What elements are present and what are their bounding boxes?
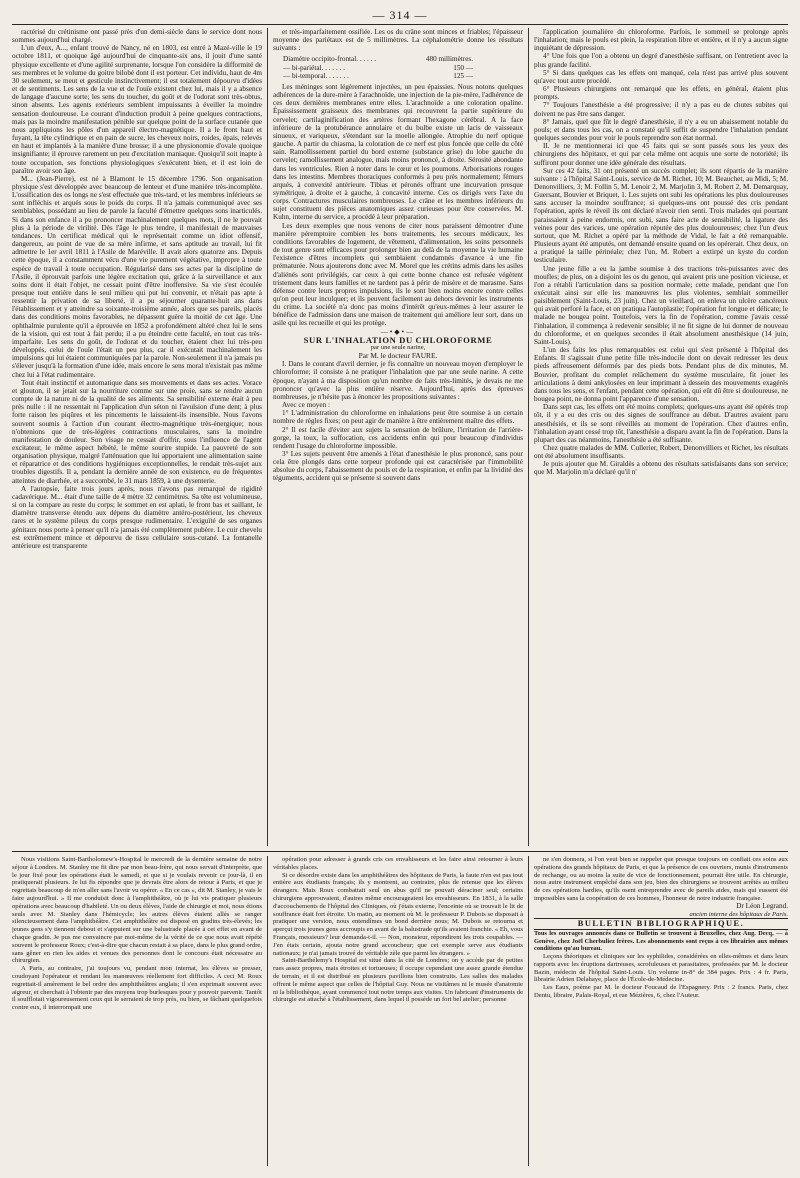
bibliography-entry: Les Eaux, poème par M. le docteur Foucaud de l'Espagnery. Prix : 2 francs. Paris, chez Dentu, libraire, Palais-Royal, et rue Mézières, 6, chez l'Auteur. xyxy=(534,984,788,999)
paragraph: 6° Plusieurs chirurgiens ont remarqué que les effets, en général, étaient plus prompts. xyxy=(534,85,788,102)
paragraph: A l'autopsie, faite trois jours après, nous n'avons pas remarqué de rigidité cadavérique. M... était d'une taille de 4 mètre 32 centimètres. Sa tête est volumineuse, si on la compare au reste du corps; le sommet en est aplati, le front bas et saillant, le diamètre transverse étendu aux dépens du diamètre antéro-postérieur, les cheveux rares et le système pileux du corps presque rudimentaire. L'exiguïté de ses organes génitaux nous porte à penser qu'il n'a jamais été complètement pubère. Le cuir chevelu est extrêmement mince et dépourvu de tissu cellulaire sous-cutané. La fontanelle antérieure est transparente xyxy=(12,484,262,550)
column-divider xyxy=(528,856,529,1166)
paragraph: 4° Une fois que l'on a obtenu un degré d'anesthésie suffisant, on l'entretient avec la plus grande facilité. xyxy=(534,52,788,69)
paragraph: L'un d'eux, A..., enfant trouvé de Nancy, né en 1803, est entré à Mazé-ville le 19 octobre 1811, et quoique âgé aujourd'hui de cinquante-six ans, il jouit d'une santé physique excellente et d'une agilité surprenante, lorsque l'on considère la difformité de ses membres et le volume du goitre bilobé dont il est porteur. Cet individu, haut de 4m 30 seulement, se meut et gesticule instinctivement; il est totalement dépourvu d'idées et de sentiments. Les sens de la vue et de l'ouïe existent chez lui, mais il y a absence de langage d'aucune sorte; les sens du toucher, du goût et de l'odorat sont très-obtus, sinon absents. Les agents extérieurs semblent impuissants à éveiller la moindre sensation douloureuse. Le courant d'induction produit à peine quelques contractions, mais pas la moindre manifestation pénible sur quelque point de la surface cutanée que nous appliquions les pôles d'un appareil électro-magnétique. Il a le front haut et fuyant, la tête cylindrique et en pain de sucre, les cheveux noirs, roides, épais, relevés en haut et implantés à la manière d'une brosse; il a une physionomie d'ovale quoique insignifiante; il éprouve rarement un peu d'excitation maniaque. Quoiqu'il soit inapte à toute occupation, ses fonctions physiologiques s'exécutent bien, et il est loin de paraître avoir son âge. xyxy=(12,44,262,175)
table-value: 150 — xyxy=(453,63,473,72)
paragraph: 5° Si dans quelques cas les effets ont manqué, cela n'est pas arrivé plus souvent qu'avec tout autre procédé. xyxy=(534,68,788,85)
paragraph: M... (Jean-Pierre), est né à Blamont le 15 décembre 1796. Son organisation physique s'est développée avec beaucoup de lenteur et d'une manière très-incomplète. L'ossification des os longs ne s'est effectuée que très-tard, et les membres inférieurs se sont infléchis et arqués sous le poids du corps. Il n'a jamais communiqué avec ses semblables, possédant au lieu de parole la faculté d'émettre quelques sons inarticulés. Si dans son enfance il a pu prononcer machinalement quelques mots, il ne le pouvait plus à la période de virilité. Dès l'âge le plus tendre, il manifestait de mauvaises tendances. Un certificat médical qui le représentait comme un idiot offensif, dangereux, au point de vue de sa mère infirme, et sans aptitude au travail, lui fit admettre le 1er avril 1811 à l'Asile de Maréville. Il avait alors quatorze ans. Depuis cette époque, il a constamment vécu d'une vie purement végétative, impropre à toute espèce de travail à toute occupation. Régularisé dans ses actes par la discipline de l'Asile, il éprouvait parfois une légère excitation qui, grâce à la surveillance et aux soins dont il était l'objet, ne cessait point d'être inoffensive. Sa vie s'est écoulée presque tout entière dans le seul milieu qui put lui convenir, et n'était pas apte à ressentir la privation de sa liberté, il a pu séjourner quarante-huit ans dans l'établissement et y atteindre sa soixante-troisième année, alors que ses pareils, placés dans des conditions moins favorables, ne dépassent guère la moitié de cet âge. Une ophthalmie purulente qu'il a éprouvée en 1852 a profondément altéré chez lui le sens de la vision, qui est tout à fait perdu; il a pu éteindre cette faculté, en tout cas très-imparfaite. Les sens du goût, de l'odorat et du toucher, étaient chez lui très-peu développés, celui de l'ouïe l'était un peu plus, car il exécutait machinalement les impulsions qui lui étaient communiquées par la parole. Non-seulement il n'a jamais pu s'élever jusqu'à la formation d'une idée, mais encore le sens moral n'existait pas même chez lui à l'état rudimentaire. xyxy=(12,174,262,379)
paragraph: 8° Jamais, quel que fût le degré d'anesthésie, il n'y a eu un abaissement notable du pouls; et dans tous les cas, on a constaté qu'il suffit de suspendre l'inhalation pendant quelques secondes pour voir le pouls reprendre son état normal. xyxy=(534,117,788,143)
column-divider xyxy=(267,28,268,846)
bottom-column-3 xyxy=(534,856,788,1166)
paragraph: Dans sept cas, les effets ont été moins complets; quelques-uns ayant été opérés trop tôt, il y a eu des cris ou des signes de souffrance au début. D'autres avaient paru anesthésiés, et ils se sont réveillés au moment de l'opération. Chez d'autres enfin, l'inhalation ayant cessé trop tôt, l'anesthésie a disparu avant la fin de l'opération. Dans la plupart des cas néanmoins, l'anesthésie a été suffisante. xyxy=(534,403,788,444)
paragraph: Tout était instinctif et automatique dans ses mouvements et dans ses actes. Vorace et glouton, il se jetait sur la nourriture comme sur une proie, sans se rendre aucun compte de la nature ni de la qualité de ses aliments. Sa sensibilité externe était à peu près nulle : il ne ressentait ni l'application d'un séton ni l'avulsion d'une dent; à plus forte raison les piqûres et les pincements le laissaient-ils insensible. Nous l'avons souvent soumis à l'action d'un courant électro-magnétique très-énergique; nous n'obtenions que de très-légères contractions musculaires, sans la moindre manifestation de douleur. Son visage ne cessait d'offrir, sous l'influence de l'agent excitateur, le même aspect hébété, le même sourire stupide. La pauvreté de son organisation physique, malgré l'atténuation que lui apportaient une alimentation saine et réparatrice et des conditions hygiéniques exceptionnelles, le rendait très-sujet aux troubles digestifs. Il a, pendant la dernière année de son existence, eu de fréquentes atteintes de diarrhée, et a succombé, le 31 mars 1859, à une dysenterie. xyxy=(12,378,262,485)
table-label: Diamètre occipito-frontal. . . . . . xyxy=(283,55,377,64)
paragraph: Sur ces 42 faits, 31 ont présenté un succès complet; ils sont répartis de la manière suivante : à l'hôpital Saint-Louis, service de M. Richet, 10; M. Beauchet, au Midi, 5; M. Denonvilliers, 3; M. Follin 5, M. Lenoir 2, M. Marjolin 3, M. Robert 2, M. Demarquay, Guersant, Bouvier et Briquet, 1. Les sujets ont subi les opérations les plus douloureuses sans accuser la moindre souffrance; si quelques-uns ont poussé des cris pendant l'opération, après le réveil ils ont déclaré n'avoir rien senti. Trois malades qui pourtant paraissaient à peine endormis, ont subi, sans faire acte de sensibilité, la ligature des veines pour des varices, une opération réputée des plus douloureuses; chez l'un d'eux surtout, que M. Richet a opéré par la méthode de Vidal, le fait a été remarquable. Plusieurs ayant été amputés, ont demandé ensuite quand on les opérerait. Chez deux, on a pratiqué la taille périnéale; chez l'un, M. Robert a extirpé un kyste du cordon testiculaire. xyxy=(534,166,788,265)
paragraph: Si ce désordre existe dans les amphithéâtres des hôpitaux de Paris, la faute n'en est pas tout entière aux étudiants français; ils y montrent, au contraire, plus de retenue que les élèves étrangers. Mais Roux combattait seul un abus qu'il ne pouvait déraciner seul; certains chirurgiens approuvaient, d'autres même encourageaient les envahisseurs. En 1831, à la salle d'accouchements de l'hôpital des Cliniques, où j'étais externe, l'enceinte où se trouvait le lit de souffrance était fort étroite. Un matin, au moment où M. le professeur P. Dubois se disposait à pratiquer une version, nous entendîmes un bond derrière nous; M. Dubois se retourna et aperçut trois jeunes gens accroupis en avant de la balustrade qu'ils avaient franchie. « Eh, vous Français, messieurs? leur demanda-t-il. — Non, monsieur, répondirent les trois coupables. — J'en étais certain, ajouta notre grand accoucheur; que cet exemple serve aux étudiants nationaux; je n'ai jamais trouvé de véritable zèle que parmi les étrangers. » xyxy=(273,871,523,957)
ornament-divider: —•◆•— xyxy=(380,327,416,336)
bulletin-notice: Tous les ouvrages annoncés dans ce Bulletin se trouvent à Bruxelles, chez Aug. Decq, — à Genève, chez Joël Cherbuliez frères. Les abonnements sont reçus à ces librairies aux mêmes conditions qu'au bureau. xyxy=(534,930,788,953)
article-byline: Par M. le docteur FAURE. xyxy=(358,351,438,361)
article-title: SUR L'INHALATION DU CHLOROFORME xyxy=(303,334,493,345)
header-rule xyxy=(12,24,788,25)
paragraph: Les deux exemples que nous venons de citer nous paraissent démontrer d'une manière péremptoire combien les bons traitements, les secours médicaux, les conditions favorables de logement, de vêtement, d'alimentation, les soins personnels de tout genre sont efficaces pour prolonger bien au delà de la moyenne la vie humaine l'existence d'êtres incomplets qui semblaient condamnés d'avance à une fin prématurée. Nous ajouterons donc avec M. Morel que les crétins admis dans les asiles d'aliénés sont privilégiés, car ceux à qui cette bonne chance est refusée végètent tristement dans leurs familles et ne tardent pas à périr de misère et de marasme. Sans défense contre leurs propres impulsions, ils le sont bien moins encore contre celles qu'on peut leur inculquer; et ils peuvent facilement au dehors devenir les instruments du crime. La société n'a donc pas moins d'intérêt qu'eux-mêmes à leur assurer le bénéfice de l'admission dans une maison de traitement qui améliore leur sort, dans un asile qui les recueille et qui les protège. xyxy=(273,221,523,328)
table-value: 125 — xyxy=(453,71,473,80)
paragraph: A Paris, au contraire, j'ai toujours vu, pendant mon internat, les élèves se presser, coudoyant l'opérateur et rendant les manœuvres réellement fort difficiles. A ceci M. Roux regrettait-il amèrement le bel ordre des amphithéâtres anglais; il s'en exprimait souvent avec aigreur, et cherchait à l'obtenir par des moyens trop burlesques pour y pouvoir parvenir. Tantôt il soufflotait vigoureusement ceux qui le serraient de trop près, ou bien, se fâchant quelquefois contre eux, il interrompait une xyxy=(12,965,262,1012)
paragraph: 7° Toujours l'anesthésie a été progressive; il n'y a pas eu de chutes subites qui doivent ne pas être sans danger. xyxy=(534,101,788,118)
section-divider xyxy=(12,851,788,852)
newspaper-page xyxy=(8,8,792,1170)
page-number: — 314 — xyxy=(372,8,428,22)
column-3 xyxy=(534,28,788,846)
bottom-column-2 xyxy=(273,856,523,1166)
paragraph: I. Dans le courant d'avril dernier, je fis connaître un nouveau moyen d'employer le chloroforme; il consiste à ne pratiquer l'inhalation que par une seule narine. A cette époque, n'ayant à ma disposition qu'un nombre de faits très-limités, je devais ne me prononcer qu'avec la plus entière réserve. Aujourd'hui, après des épreuves nombreuses, je n'hésite pas à énoncer les propositions suivantes : xyxy=(273,360,523,401)
article-subtitle: par une seule narine, xyxy=(370,343,426,351)
bottom-column-1 xyxy=(12,856,262,1166)
paragraph: ne s'en donnera, si l'on veut bien se rappeler que presque toujours on confiait ces soins aux opérations des grands hôpitaux de Paris, et que la présence de ces ouvriers, munis d'instruments de rechange, ou au moins la suite de vice de fonctionnement, pourrait être utile. En chirurgie, nous autre instrument empêché dans son jeu, bien des chirurgiens se trouvent arrêtés au milieu de ces opérations hardies, qu'ils osent entreprendre avec de pareils aides, mais qui eussent été impossibles sans la coopération de ces hommes, l'honneur de notre industrie française. xyxy=(534,856,788,902)
column-2 xyxy=(273,28,523,846)
bulletin-heading: BULLETIN BIBLIOGRAPHIQUE. xyxy=(534,918,788,930)
paragraph: 1° L'administration du chloroforme en inhalations peut être soumise à un certain nombre de règles fixes; on peut agir de manière à être entièrement maître des effets. xyxy=(273,409,523,426)
table-value: 480 millimètres. xyxy=(425,55,473,64)
paragraph: Je puis ajouter que M. Giraldès a obtenu des résultats satisfaisants dans son service; que M. Marjolin m'a déclaré qu'il n' xyxy=(534,460,788,477)
table-row xyxy=(283,55,523,63)
paragraph: Avec ce moyen : xyxy=(282,401,330,410)
cephalometry-table xyxy=(283,55,523,79)
bibliography-entry: Leçons théoriques et cliniques sur les syphilides, considérées en elles-mêmes et dans leurs rapports avec les éruptions dartreuses, scrofuleuses et parasitaires, professées par M. le docteur Bazin, médecin de l'hôpital Saint-Louis. Un volume in-8° de 384 pages. Prix : 4 fr. Paris, librairie Adrien Delahaye, place de l'École-de-Médecine. xyxy=(534,952,788,984)
paragraph: opération pour adresser à grands cris ces envahisseurs et les faire ainsi retourner à leurs véritables places. xyxy=(273,856,523,871)
paragraph: Saint-Barthélemy's Hospital est situé dans la cité de Londres; on y accède par de petites rues assez propres, mais étroites et tortueuses; il occupe cependant une assez grande étendue de terrain, et il est distribué en plusieurs pavillons bien construits. Les salles des malades offrent le même aspect que celles de l'hôpital Guy. Nous ne visitâmes ni le musée d'anatomie ni la bibliothèque, ayant commencé tout notre temps aux visites. Un fabricant d'instruments de chirurgie est attaché à l'établissement, dans lequel il possède un fort bel atelier; personne xyxy=(273,957,523,1004)
column-1 xyxy=(12,28,262,846)
table-label: — bi-pariétal. . . . . . . xyxy=(283,63,345,72)
column-divider xyxy=(528,28,529,846)
paragraph: 3° Les sujets peuvent être amenés à l'état d'anesthésie le plus prononcé, sans pour cela être plongés dans cette torpeur profonde qui est caractérisée par l'immobilité absolue du corps, l'abaissement du pouls et de la respiration, et enfin par la lividité des téguments, accident qui se présente si souvent dans xyxy=(273,449,523,483)
paragraph: L'un des faits les plus remarquables est celui qui s'est présenté à l'hôpital des Enfants. Il s'agissait d'une petite fille très-indocile dont on devait redresser les deux pieds affreusement déformés par des pieds bots. Pendant plus de dix minutes, M. Bouvier, profitant du complet relâchement du système musculaire, fit jouer les articulations à demi ankylosées en leur imprimant à dessein des mouvements exagérés dans tous les sens, et l'enfant, pendant cette opération, qui eût dû être si douloureuse, ne bougea point, ne donna point l'apparence d'une sensation. xyxy=(534,346,788,404)
paragraph: Les méninges sont légèrement injectées, un peu épaissies. Nous notons quelques adhérences de la dure-mère à l'arachnoïde, une injection de la pie-mère, l'adhérence de ces deux dernières membranes entre elles. L'arachnoïde a une coloration opaline. Épaississement graisseux des membranes qui recouvrent la partie supérieure du cervelet; cartilaginification des artères formant l'hexagone cérébral. A la face inférieure de la protubérance annulaire et du bulbe existe un lacis de vaisseaux sinueux, et variqueux, s'étendant sur la moelle allongée. Atrophie du nerf optique gauche. A partir du chiasma, la coloration de ce nerf est plus foncée que celle du côté sain. Ramollissement partiel du bord externe (substance grise) du lobe gauche du cervelet; ramollissement analogue, mais moins prononcé, à droite. Sérosité abondante dans les ventricules. Rien à noter dans le cœur et les poumons. Arborisations rouges dans les intestins. Membres thoraciques conformés à peu près normalement; fémurs arqués, à convexité antérieure. Tibias et péronés offrant une incurvation presque symétrique, à droite et à gauche, à concavité interne. Ces os dirigés vers l'axe du corps. Contractures musculaires nombreuses. Le crâne et les membres inférieurs du sujet constituent des pièces anatomiques assez curieuses pour être conservées. M. Kuhn, interne du service, a procédé à leur préparation. xyxy=(273,82,523,222)
paragraph: Une jeune fille a eu la jambe soumise à des tractions très-puissantes avec des moufles; de plus, on a disjoint les os du genou, qui avaient pris une position vicieuse, et l'on a rétabli l'articulation dans sa position normale; cette malade, pendant que l'on exécutait ainsi sur elle les manœuvres les plus violentes, semblait sommeiller paisiblement (Saint-Louis, 23 juin). Chez un vieillard, on enleva un ulcère cancéreux qui avait perforé la face, et on pratiqua l'autoplastie; l'opération fut longue et délicate; le malade ne bougea point. Toutefois, vers la fin de l'opération, comme j'avais cessé l'inhalation, il commença à redevenir sensible; il ne fit signe de lui donner de nouveau du chloroforme, et en quelques secondes il était absolument anesthésique (14 juin, Saint-Louis). xyxy=(534,264,788,346)
paragraph: Chez quatre malades de MM. Cullerier, Robert, Denonvilliers et Richet, les résultats ont été absolument insuffisants. xyxy=(534,443,788,461)
paragraph: ractérisé du crétinisme ont passé près d'un demi-siècle dans le service dont nous sommes aujourd'hui chargé. xyxy=(12,28,262,45)
paragraph: et très-imparfaitement ossifiée. Les os du crâne sont minces et friables; l'épaisseur moyenne des pariétaux est de 5 millimètres. La céphalométrie donne les résultats suivants : xyxy=(273,28,523,53)
author-signature: Dr Léon Legrand. xyxy=(736,901,788,910)
column-divider xyxy=(267,856,268,1166)
author-title: ancien interne des hôpitaux de Paris. xyxy=(689,910,788,918)
paragraph: 2° Il est facile d'éviter aux sujets la sensation de brûlure, l'irritation de l'arrière-gorge, la toux, la suffocation, ces accidents enfin qui pour beaucoup d'individus rendent l'usage du chloroforme impossible. xyxy=(273,425,523,450)
table-row xyxy=(283,64,523,72)
paragraph: Nous visitions Saint-Bartholomew's-Hospital le mercredi de la dernière semaine de notre séjour à Londres. M. Stanley me fit dire par mon beau-frère, qui nous servait d'interprète, que le jour fixé pour les opérations était le samedi, et que si je voulais revenir ce jour-là, il en pratiquerait plusieurs. Je lui fis répondre que je devrais être alors de retour à Paris, et que je regrettais beaucoup de m'en aller sans l'avoir vu opérer. « En ce cas », dit M. Stanley, je vais le faire aujourd'hui. » Il me conduisit donc à l'amphithéâtre, où je lui vis pratiquer plusieurs opérations avec beaucoup d'habileté. Un ou deux élèves, l'aide de chirurgie et moi, nous étions seuls avec M. Stanley dans l'hémicycle; les autres élèves étaient allés se ranger silencieusement dans l'amphithéâtre. Cet amphithéâtre est disposé en gradins très-élevés; les jeunes gens s'y tiennent debout et s'appuient sur une balustrade placée à cet effet en avant de chaque gradin. Je pus me convaincre par moi-même de la vérité de ce que nous avait répété souvent le professeur Roux; c'est-à-dire que chacun restait à sa place, dans le plus grand ordre, sans gêner en rien les aides et venues des personnes dont le concours était nécessaire au chirurgien. xyxy=(12,856,262,965)
table-label: — bi-temporal. . . . . . . xyxy=(283,71,349,80)
paragraph: l'application journalière du chloroforme. Parfois, le sommeil se prolonge après l'inhalation; mais le pouls est plein, la respiration libre et entière, et il n'y a aucun signe inquiétant de dépression. xyxy=(534,28,788,53)
paragraph: II. Je ne mentionnerai ici que 45 faits qui se sont passés sous les yeux des chirurgiens des hôpitaux, et qui par cela même ont acquis une sorte de notoriété; ils suffiront pour donner une idée générale des résultats. xyxy=(534,142,788,167)
table-row xyxy=(283,72,523,80)
